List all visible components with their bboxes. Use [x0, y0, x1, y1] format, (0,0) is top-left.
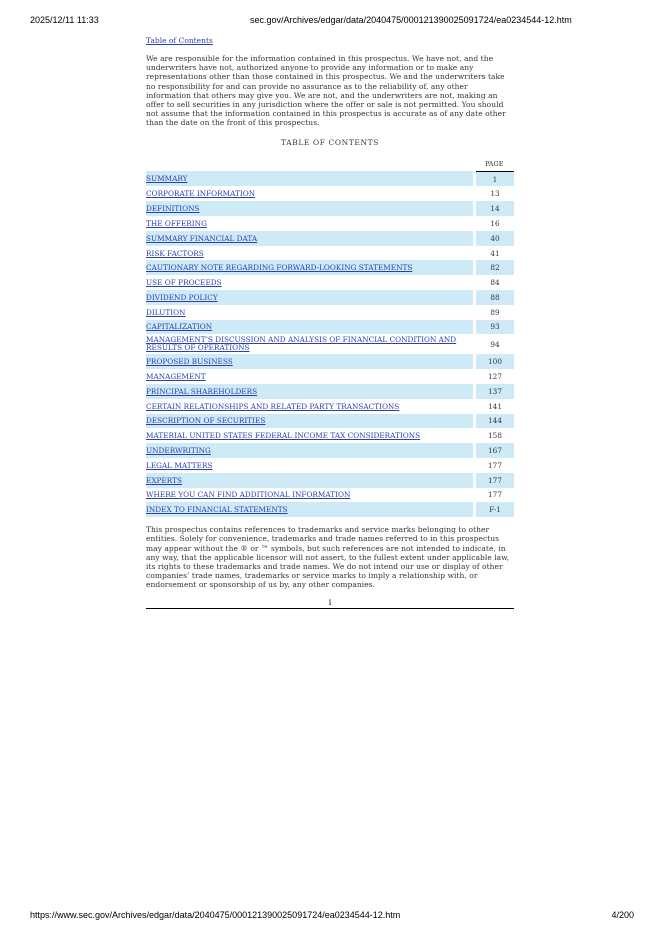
toc-page-number: 89 — [475, 305, 515, 320]
toc-entry-link[interactable]: DEFINITIONS — [146, 204, 200, 214]
toc-page-number: 177 — [475, 473, 515, 488]
toc-page-number: 127 — [475, 369, 515, 384]
toc-entry-cell — [146, 384, 475, 399]
toc-entry-link[interactable]: RISK FACTORS — [146, 248, 204, 258]
toc-table — [146, 159, 514, 518]
toc-row — [146, 260, 514, 275]
toc-page-number: 16 — [475, 216, 515, 231]
toc-entry-cell — [146, 171, 475, 186]
toc-row — [146, 201, 514, 216]
print-page-title: sec.gov/Archives/edgar/data/2040475/000121390025091724/ea0234544-12.htm — [250, 15, 572, 25]
toc-row — [146, 320, 514, 335]
toc-entry-link[interactable]: WHERE YOU CAN FIND ADDITIONAL INFORMATION — [146, 490, 351, 500]
toc-page-number: 14 — [475, 201, 515, 216]
toc-entry-link[interactable]: PROPOSED BUSINESS — [146, 357, 233, 367]
toc-entry-cell — [146, 399, 475, 414]
toc-entry-link[interactable]: LEGAL MATTERS — [146, 460, 213, 470]
toc-entry-link[interactable]: PRINCIPAL SHAREHOLDERS — [146, 386, 258, 396]
toc-page-number: 177 — [475, 458, 515, 473]
toc-row — [146, 369, 514, 384]
toc-heading: TABLE OF CONTENTS — [281, 137, 379, 147]
toc-row — [146, 384, 514, 399]
toc-page-number: 93 — [475, 320, 515, 335]
toc-row — [146, 290, 514, 305]
toc-entry-link[interactable]: SUMMARY — [146, 174, 188, 184]
toc-entry-cell — [146, 216, 475, 231]
toc-entry-link[interactable]: MANAGEMENT — [146, 372, 206, 382]
toc-page-number: 40 — [475, 231, 515, 246]
toc-entry-cell — [146, 231, 475, 246]
toc-row — [146, 473, 514, 488]
toc-page-number: F-1 — [475, 502, 515, 517]
print-datetime: 2025/12/11 11:33 — [30, 15, 99, 25]
toc-entry-link[interactable]: INDEX TO FINANCIAL STATEMENTS — [146, 505, 288, 515]
toc-page-number: 1 — [475, 171, 515, 186]
toc-entry-link[interactable]: CERTAIN RELATIONSHIPS AND RELATED PARTY TRANSACTIONS — [146, 401, 400, 411]
toc-row — [146, 275, 514, 290]
toc-row — [146, 246, 514, 261]
toc-entry-cell — [146, 488, 475, 503]
toc-row — [146, 231, 514, 246]
toc-entry-link[interactable]: UNDERWRITING — [146, 446, 211, 456]
toc-page-number: 144 — [475, 414, 515, 429]
toc-page-number: 141 — [475, 399, 515, 414]
toc-page-number: 177 — [475, 488, 515, 503]
toc-entry-link[interactable]: USE OF PROCEEDS — [146, 278, 222, 288]
toc-entry-cell — [146, 473, 475, 488]
toc-entry-cell — [146, 458, 475, 473]
toc-entry-link[interactable]: DESCRIPTION OF SECURITIES — [146, 416, 266, 426]
toc-entry-cell — [146, 369, 475, 384]
toc-page-number: 137 — [475, 384, 515, 399]
toc-row — [146, 458, 514, 473]
toc-header-blank — [146, 159, 475, 172]
toc-entry-link[interactable]: EXPERTS — [146, 475, 182, 485]
trademarks-paragraph: This prospectus contains references to trademarks and service marks belonging to other entities. Solely for convenience, trademarks and trade names referred to in this prospectus may appear without the ® or ™ symbols, but such references are not intended to indicate, in any way, that the applicable licensor will not assert, to the fullest extent under applicable law, its rights to these trademarks and trade names. We do not intend our use or display of other companies’ trade names, trademarks or service marks to imply a relationship with, or endorsement or sponsorship of us by, any other companies. — [146, 525, 510, 590]
toc-entry-cell — [146, 201, 475, 216]
toc-row — [146, 171, 514, 186]
toc-entry-cell — [146, 320, 475, 335]
toc-page-column-header: PAGE — [475, 159, 515, 172]
toc-entry-link[interactable]: DILUTION — [146, 307, 186, 317]
page-number: i — [146, 598, 514, 609]
print-page-count: 4/200 — [611, 910, 634, 920]
toc-entry-link[interactable]: CORPORATE INFORMATION — [146, 189, 256, 199]
toc-entry-link[interactable]: DIVIDEND POLICY — [146, 292, 218, 302]
toc-page-number: 41 — [475, 246, 515, 261]
toc-entry-cell — [146, 186, 475, 201]
print-url: https://www.sec.gov/Archives/edgar/data/2040475/000121390025091724/ea0234544-12.htm — [30, 910, 401, 920]
toc-row — [146, 354, 514, 369]
toc-page-number: 13 — [475, 186, 515, 201]
toc-page-number: 84 — [475, 275, 515, 290]
toc-entry-cell — [146, 428, 475, 443]
toc-row — [146, 414, 514, 429]
toc-entry-link[interactable]: SUMMARY FINANCIAL DATA — [146, 233, 258, 243]
toc-entry-cell — [146, 502, 475, 517]
toc-page-number: 167 — [475, 443, 515, 458]
toc-entry-link[interactable]: MATERIAL UNITED STATES FEDERAL INCOME TAX CONSIDERATIONS — [146, 431, 421, 441]
toc-entry-cell — [146, 354, 475, 369]
toc-page-number: 158 — [475, 428, 515, 443]
toc-page-number: 88 — [475, 290, 515, 305]
toc-page-number: 82 — [475, 260, 515, 275]
toc-row — [146, 443, 514, 458]
toc-entry-cell — [146, 246, 475, 261]
toc-row — [146, 186, 514, 201]
toc-entry-link[interactable]: CAUTIONARY NOTE REGARDING FORWARD-LOOKING STATEMENTS — [146, 263, 413, 273]
toc-entry-cell — [146, 414, 475, 429]
toc-row — [146, 334, 514, 354]
toc-row — [146, 216, 514, 231]
toc-entry-cell — [146, 290, 475, 305]
toc-entry-cell — [146, 334, 475, 354]
toc-entry-link[interactable]: MANAGEMENT’S DISCUSSION AND ANALYSIS OF FINANCIAL CONDITION AND RESULTS OF OPERATIONS — [146, 334, 457, 353]
prospectus-page — [146, 36, 514, 609]
toc-row — [146, 399, 514, 414]
toc-entry-link[interactable]: THE OFFERING — [146, 218, 207, 228]
toc-entry-cell — [146, 260, 475, 275]
toc-entry-cell — [146, 305, 475, 320]
responsibility-paragraph: We are responsible for the information contained in this prospectus. We have not, and the underwriters have not, authorized anyone to provide any information or to make any representations other than those contained in this prospectus. We and the underwriters take no responsibility for and can provide no assurance as to the reliability of, any other information that others may give you. We are not, and the underwriters are not, making an offer to sell securities in any jurisdiction where the offer or sale is not permitted. You should not assume that the information contained in this prospectus is accurate as of any date other than the date on the front of this prospectus. — [146, 54, 506, 128]
toc-row — [146, 502, 514, 517]
table-of-contents-link[interactable]: Table of Contents — [146, 36, 213, 45]
toc-page-number: 94 — [475, 334, 515, 354]
toc-entry-cell — [146, 443, 475, 458]
toc-row — [146, 305, 514, 320]
toc-body — [146, 171, 514, 517]
toc-entry-link[interactable]: CAPITALIZATION — [146, 322, 213, 332]
toc-row — [146, 428, 514, 443]
toc-page-number: 100 — [475, 354, 515, 369]
toc-entry-cell — [146, 275, 475, 290]
toc-row — [146, 488, 514, 503]
